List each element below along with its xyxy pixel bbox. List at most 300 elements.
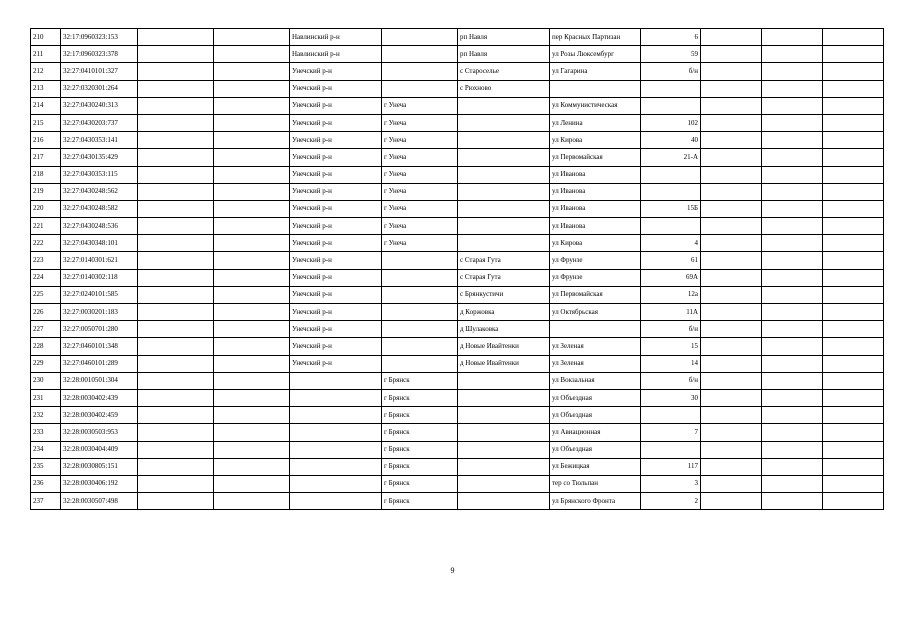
blank-cell-d: [762, 166, 823, 183]
city-cell: [382, 46, 458, 63]
street-cell: ул Кирова: [550, 132, 641, 149]
blank-cell-e: [823, 355, 884, 372]
district-cell: Унечский р-н: [290, 80, 382, 97]
table-row: [31, 355, 884, 372]
blank-cell-c: [701, 389, 762, 406]
blank-cell-b: [214, 183, 290, 200]
house-number-cell: 2: [641, 493, 701, 510]
street-cell: ул Первомайская: [550, 149, 641, 166]
blank-cell-d: [762, 114, 823, 131]
district-cell: Навлинский р-н: [290, 46, 382, 63]
row-number-cell: 217: [31, 149, 61, 166]
blank-cell-e: [823, 235, 884, 252]
street-cell: ул Объездная: [550, 441, 641, 458]
street-cell: ул Объездная: [550, 389, 641, 406]
settlement-cell: [458, 441, 550, 458]
blank-cell-a: [138, 286, 214, 303]
house-number-cell: 102: [641, 114, 701, 131]
row-number-cell: 226: [31, 304, 61, 321]
city-cell: г Унеча: [382, 132, 458, 149]
city-cell: [382, 321, 458, 338]
cadastral-number-cell: 32:17:0960323:153: [61, 29, 138, 46]
city-cell: г Унеча: [382, 149, 458, 166]
district-cell: Унечский р-н: [290, 286, 382, 303]
settlement-cell: [458, 407, 550, 424]
blank-cell-c: [701, 493, 762, 510]
city-cell: [382, 29, 458, 46]
row-number-cell: 237: [31, 493, 61, 510]
city-cell: [382, 338, 458, 355]
district-cell: Унечский р-н: [290, 183, 382, 200]
blank-cell-d: [762, 235, 823, 252]
street-cell: ул Гагарина: [550, 63, 641, 80]
cadastral-number-cell: 32:17:0960323:378: [61, 46, 138, 63]
blank-cell-e: [823, 304, 884, 321]
blank-cell-d: [762, 355, 823, 372]
cadastral-number-cell: 32:27:0240101:585: [61, 286, 138, 303]
street-cell: тер сo Тюльпан: [550, 475, 641, 492]
blank-cell-e: [823, 218, 884, 235]
blank-cell-c: [701, 338, 762, 355]
house-number-cell: 3: [641, 475, 701, 492]
street-cell: ул Объездная: [550, 407, 641, 424]
table-row: [31, 235, 884, 252]
row-number-cell: 230: [31, 372, 61, 389]
city-cell: [382, 63, 458, 80]
house-number-cell: 15Б: [641, 200, 701, 217]
house-number-cell: 117: [641, 458, 701, 475]
cadastral-number-cell: 32:28:0030503:953: [61, 424, 138, 441]
district-cell: Унечский р-н: [290, 166, 382, 183]
house-number-cell: [641, 97, 701, 114]
settlement-cell: [458, 372, 550, 389]
cadastral-number-cell: 32:27:0030201:183: [61, 304, 138, 321]
row-number-cell: 234: [31, 441, 61, 458]
blank-cell-c: [701, 114, 762, 131]
blank-cell-a: [138, 235, 214, 252]
cadastral-number-cell: 32:27:0430248:562: [61, 183, 138, 200]
settlement-cell: [458, 132, 550, 149]
district-cell: Унечский р-н: [290, 252, 382, 269]
document-sheet: [30, 28, 884, 510]
table-row: [31, 304, 884, 321]
settlement-cell: с Старая Гута: [458, 269, 550, 286]
blank-cell-b: [214, 114, 290, 131]
city-cell: г Брянск: [382, 424, 458, 441]
blank-cell-d: [762, 389, 823, 406]
blank-cell-b: [214, 407, 290, 424]
table-row: [31, 252, 884, 269]
blank-cell-b: [214, 441, 290, 458]
blank-cell-d: [762, 321, 823, 338]
cadastral-number-cell: 32:27:0140302:118: [61, 269, 138, 286]
city-cell: [382, 355, 458, 372]
cadastral-number-cell: 32:27:0430353:141: [61, 132, 138, 149]
blank-cell-d: [762, 149, 823, 166]
blank-cell-d: [762, 475, 823, 492]
house-number-cell: [641, 407, 701, 424]
blank-cell-c: [701, 475, 762, 492]
registry-table: [30, 28, 884, 510]
blank-cell-b: [214, 63, 290, 80]
blank-cell-e: [823, 389, 884, 406]
table-row: [31, 114, 884, 131]
cadastral-number-cell: 32:28:0030402:439: [61, 389, 138, 406]
house-number-cell: 69А: [641, 269, 701, 286]
house-number-cell: 59: [641, 46, 701, 63]
house-number-cell: 61: [641, 252, 701, 269]
row-number-cell: 235: [31, 458, 61, 475]
blank-cell-a: [138, 63, 214, 80]
blank-cell-e: [823, 286, 884, 303]
blank-cell-a: [138, 355, 214, 372]
district-cell: Унечский р-н: [290, 200, 382, 217]
blank-cell-a: [138, 29, 214, 46]
table-row: [31, 200, 884, 217]
row-number-cell: 223: [31, 252, 61, 269]
house-number-cell: 7: [641, 424, 701, 441]
blank-cell-c: [701, 424, 762, 441]
table-row: [31, 63, 884, 80]
settlement-cell: [458, 166, 550, 183]
blank-cell-b: [214, 372, 290, 389]
blank-cell-c: [701, 321, 762, 338]
blank-cell-e: [823, 475, 884, 492]
row-number-cell: 236: [31, 475, 61, 492]
city-cell: г Брянск: [382, 407, 458, 424]
blank-cell-a: [138, 114, 214, 131]
street-cell: [550, 80, 641, 97]
blank-cell-e: [823, 80, 884, 97]
street-cell: ул Авиационная: [550, 424, 641, 441]
blank-cell-c: [701, 80, 762, 97]
row-number-cell: 214: [31, 97, 61, 114]
blank-cell-b: [214, 389, 290, 406]
blank-cell-e: [823, 372, 884, 389]
blank-cell-e: [823, 166, 884, 183]
house-number-cell: б/н: [641, 63, 701, 80]
table-row: [31, 132, 884, 149]
blank-cell-c: [701, 355, 762, 372]
house-number-cell: [641, 166, 701, 183]
settlement-cell: с Старая Гута: [458, 252, 550, 269]
blank-cell-a: [138, 424, 214, 441]
blank-cell-a: [138, 218, 214, 235]
cadastral-number-cell: 32:27:0430248:582: [61, 200, 138, 217]
blank-cell-a: [138, 441, 214, 458]
city-cell: г Унеча: [382, 235, 458, 252]
blank-cell-e: [823, 407, 884, 424]
row-number-cell: 232: [31, 407, 61, 424]
table-row: [31, 441, 884, 458]
blank-cell-c: [701, 269, 762, 286]
row-number-cell: 222: [31, 235, 61, 252]
row-number-cell: 225: [31, 286, 61, 303]
street-cell: ул Первомайская: [550, 286, 641, 303]
row-number-cell: 220: [31, 200, 61, 217]
row-number-cell: 218: [31, 166, 61, 183]
blank-cell-a: [138, 372, 214, 389]
house-number-cell: 11А: [641, 304, 701, 321]
blank-cell-a: [138, 338, 214, 355]
page-number: 9: [450, 566, 455, 575]
blank-cell-b: [214, 321, 290, 338]
blank-cell-b: [214, 218, 290, 235]
blank-cell-b: [214, 80, 290, 97]
blank-cell-b: [214, 132, 290, 149]
blank-cell-d: [762, 424, 823, 441]
table-row: [31, 29, 884, 46]
blank-cell-a: [138, 46, 214, 63]
blank-cell-d: [762, 80, 823, 97]
blank-cell-e: [823, 97, 884, 114]
blank-cell-d: [762, 304, 823, 321]
blank-cell-e: [823, 63, 884, 80]
street-cell: ул Розы Люксембург: [550, 46, 641, 63]
cadastral-number-cell: 32:27:0460101:289: [61, 355, 138, 372]
blank-cell-d: [762, 252, 823, 269]
blank-cell-a: [138, 132, 214, 149]
street-cell: ул Зеленая: [550, 338, 641, 355]
settlement-cell: [458, 114, 550, 131]
city-cell: г Брянск: [382, 441, 458, 458]
blank-cell-a: [138, 304, 214, 321]
blank-cell-c: [701, 46, 762, 63]
table-body: [31, 29, 884, 510]
settlement-cell: [458, 424, 550, 441]
blank-cell-d: [762, 29, 823, 46]
blank-cell-b: [214, 252, 290, 269]
blank-cell-b: [214, 149, 290, 166]
blank-cell-c: [701, 63, 762, 80]
city-cell: [382, 269, 458, 286]
blank-cell-c: [701, 372, 762, 389]
row-number-cell: 216: [31, 132, 61, 149]
blank-cell-e: [823, 321, 884, 338]
blank-cell-d: [762, 46, 823, 63]
district-cell: Унечский р-н: [290, 218, 382, 235]
district-cell: Унечский р-н: [290, 269, 382, 286]
district-cell: Унечский р-н: [290, 235, 382, 252]
blank-cell-e: [823, 132, 884, 149]
blank-cell-e: [823, 252, 884, 269]
cadastral-number-cell: 32:27:0430240:313: [61, 97, 138, 114]
settlement-cell: [458, 475, 550, 492]
settlement-cell: рп Навля: [458, 46, 550, 63]
blank-cell-d: [762, 441, 823, 458]
blank-cell-a: [138, 149, 214, 166]
blank-cell-c: [701, 149, 762, 166]
district-cell: [290, 407, 382, 424]
row-number-cell: 212: [31, 63, 61, 80]
city-cell: г Унеча: [382, 218, 458, 235]
table-row: [31, 80, 884, 97]
table-row: [31, 321, 884, 338]
street-cell: ул Кирова: [550, 235, 641, 252]
blank-cell-d: [762, 97, 823, 114]
row-number-cell: 210: [31, 29, 61, 46]
blank-cell-c: [701, 286, 762, 303]
district-cell: [290, 441, 382, 458]
house-number-cell: [641, 218, 701, 235]
settlement-cell: [458, 493, 550, 510]
table-row: [31, 149, 884, 166]
house-number-cell: [641, 183, 701, 200]
house-number-cell: б/н: [641, 321, 701, 338]
blank-cell-e: [823, 458, 884, 475]
district-cell: [290, 475, 382, 492]
settlement-cell: [458, 97, 550, 114]
blank-cell-a: [138, 475, 214, 492]
table-row: [31, 389, 884, 406]
street-cell: ул Зеленая: [550, 355, 641, 372]
settlement-cell: [458, 218, 550, 235]
city-cell: г Унеча: [382, 183, 458, 200]
blank-cell-b: [214, 355, 290, 372]
blank-cell-c: [701, 218, 762, 235]
district-cell: Унечский р-н: [290, 97, 382, 114]
blank-cell-d: [762, 407, 823, 424]
blank-cell-e: [823, 338, 884, 355]
blank-cell-e: [823, 493, 884, 510]
cadastral-number-cell: 32:27:0430353:115: [61, 166, 138, 183]
cadastral-number-cell: 32:28:0030402:459: [61, 407, 138, 424]
blank-cell-c: [701, 441, 762, 458]
blank-cell-b: [214, 200, 290, 217]
cadastral-number-cell: 32:27:0320301:264: [61, 80, 138, 97]
blank-cell-a: [138, 493, 214, 510]
house-number-cell: [641, 80, 701, 97]
house-number-cell: 6: [641, 29, 701, 46]
district-cell: Унечский р-н: [290, 132, 382, 149]
settlement-cell: д Новые Ивайтенки: [458, 338, 550, 355]
table-row: [31, 424, 884, 441]
house-number-cell: 14: [641, 355, 701, 372]
blank-cell-b: [214, 493, 290, 510]
row-number-cell: 229: [31, 355, 61, 372]
settlement-cell: д Коржовка: [458, 304, 550, 321]
settlement-cell: д Шулаковка: [458, 321, 550, 338]
blank-cell-a: [138, 389, 214, 406]
city-cell: [382, 80, 458, 97]
blank-cell-b: [214, 458, 290, 475]
cadastral-number-cell: 32:27:0430135:429: [61, 149, 138, 166]
blank-cell-a: [138, 97, 214, 114]
city-cell: г Унеча: [382, 200, 458, 217]
cadastral-number-cell: 32:28:0010501:304: [61, 372, 138, 389]
city-cell: г Унеча: [382, 97, 458, 114]
blank-cell-b: [214, 424, 290, 441]
blank-cell-d: [762, 269, 823, 286]
blank-cell-e: [823, 29, 884, 46]
blank-cell-d: [762, 493, 823, 510]
blank-cell-b: [214, 46, 290, 63]
row-number-cell: 224: [31, 269, 61, 286]
street-cell: ул Иванова: [550, 166, 641, 183]
district-cell: [290, 458, 382, 475]
street-cell: ул Иванова: [550, 183, 641, 200]
blank-cell-c: [701, 235, 762, 252]
blank-cell-e: [823, 424, 884, 441]
cadastral-number-cell: 32:28:0030406:192: [61, 475, 138, 492]
street-cell: ул Коммунистическая: [550, 97, 641, 114]
district-cell: [290, 493, 382, 510]
settlement-cell: [458, 235, 550, 252]
blank-cell-d: [762, 200, 823, 217]
blank-cell-c: [701, 97, 762, 114]
blank-cell-c: [701, 200, 762, 217]
settlement-cell: [458, 149, 550, 166]
row-number-cell: 228: [31, 338, 61, 355]
blank-cell-b: [214, 286, 290, 303]
blank-cell-c: [701, 166, 762, 183]
blank-cell-e: [823, 114, 884, 131]
row-number-cell: 231: [31, 389, 61, 406]
settlement-cell: [458, 458, 550, 475]
blank-cell-b: [214, 29, 290, 46]
blank-cell-a: [138, 321, 214, 338]
district-cell: Унечский р-н: [290, 149, 382, 166]
blank-cell-b: [214, 166, 290, 183]
table-row: [31, 218, 884, 235]
table-row: [31, 183, 884, 200]
blank-cell-d: [762, 132, 823, 149]
row-number-cell: 219: [31, 183, 61, 200]
settlement-cell: [458, 200, 550, 217]
table-row: [31, 269, 884, 286]
house-number-cell: 15: [641, 338, 701, 355]
cadastral-number-cell: 32:28:0030507:498: [61, 493, 138, 510]
cadastral-number-cell: 32:28:0030805:151: [61, 458, 138, 475]
city-cell: [382, 304, 458, 321]
district-cell: [290, 389, 382, 406]
blank-cell-a: [138, 269, 214, 286]
street-cell: ул Фрунзе: [550, 252, 641, 269]
house-number-cell: б/н: [641, 372, 701, 389]
blank-cell-e: [823, 200, 884, 217]
table-row: [31, 46, 884, 63]
table-row: [31, 166, 884, 183]
settlement-cell: [458, 389, 550, 406]
street-cell: пер Красных Партизан: [550, 29, 641, 46]
row-number-cell: 227: [31, 321, 61, 338]
house-number-cell: [641, 441, 701, 458]
blank-cell-c: [701, 183, 762, 200]
table-row: [31, 458, 884, 475]
row-number-cell: 213: [31, 80, 61, 97]
blank-cell-b: [214, 235, 290, 252]
district-cell: Унечский р-н: [290, 114, 382, 131]
blank-cell-e: [823, 149, 884, 166]
city-cell: г Брянск: [382, 493, 458, 510]
street-cell: ул Вокзальная: [550, 372, 641, 389]
blank-cell-e: [823, 441, 884, 458]
blank-cell-d: [762, 286, 823, 303]
blank-cell-a: [138, 407, 214, 424]
district-cell: Унечский р-н: [290, 338, 382, 355]
table-row: [31, 475, 884, 492]
blank-cell-c: [701, 304, 762, 321]
row-number-cell: 221: [31, 218, 61, 235]
blank-cell-e: [823, 183, 884, 200]
settlement-cell: рп Навля: [458, 29, 550, 46]
settlement-cell: с Рюхновo: [458, 80, 550, 97]
settlement-cell: д Новые Ивайтенки: [458, 355, 550, 372]
cadastral-number-cell: 32:27:0140301:621: [61, 252, 138, 269]
cadastral-number-cell: 32:27:0050701:280: [61, 321, 138, 338]
street-cell: ул Брянского Фронта: [550, 493, 641, 510]
blank-cell-d: [762, 218, 823, 235]
